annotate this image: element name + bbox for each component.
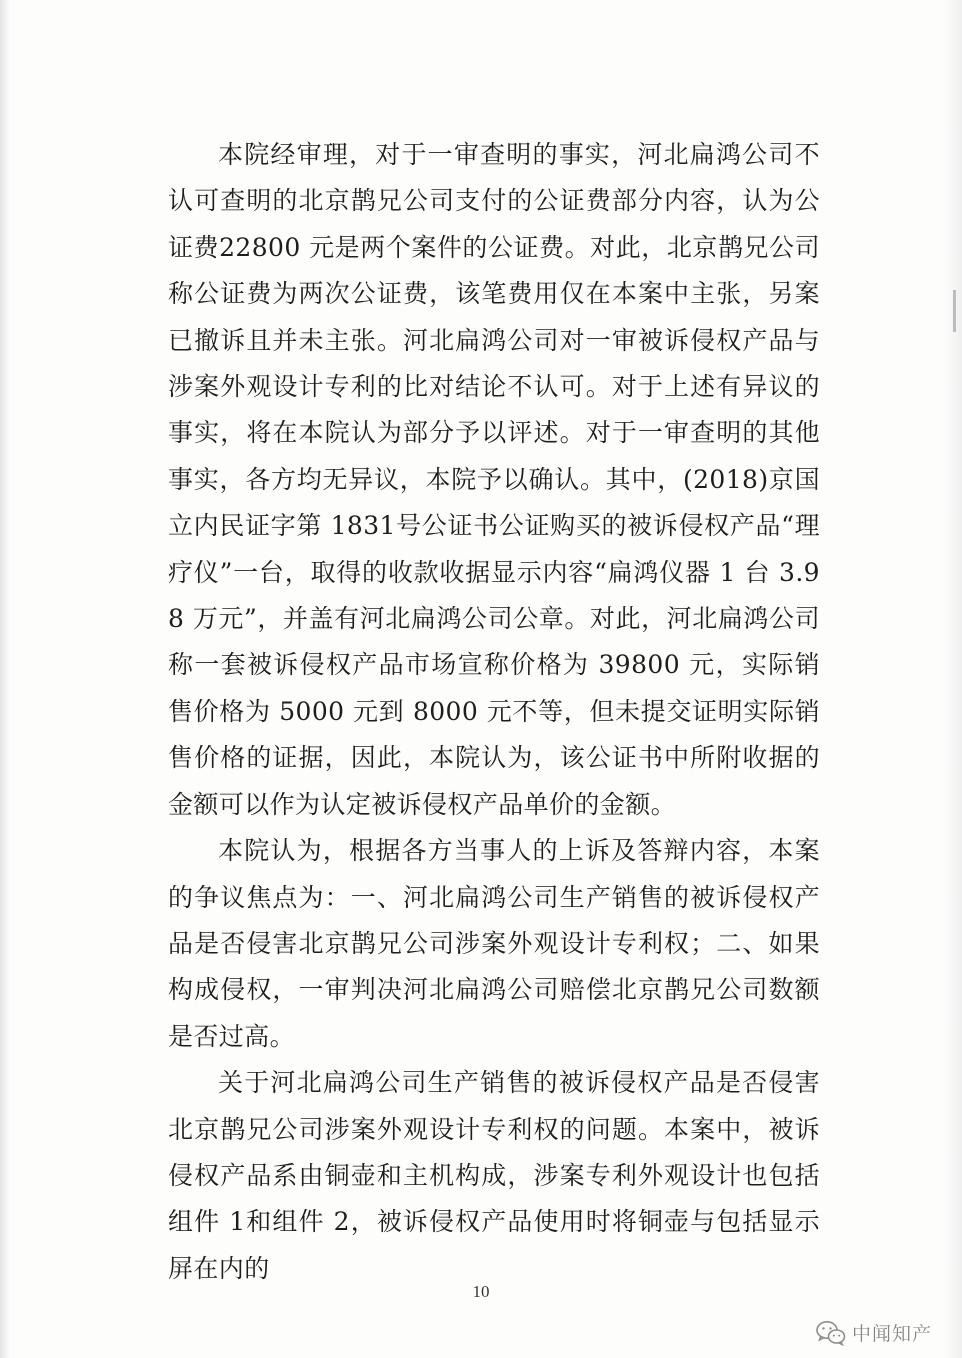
watermark (816, 1319, 932, 1346)
paragraph-dispute-focus: 本院认为，根据各方当事人的上诉及答辩内容，本案的争议焦点为：一、河北扁鸿公司生产销售的被诉侵权产品是否侵害北京鹊兄公司涉案外观设计专利权；二、如果构成侵权，一审判决河北扁鸿公司赔偿北京鹊兄公司数额是否过高。 (168, 836, 820, 1051)
wechat-icon (816, 1320, 846, 1346)
paragraph-infringement-analysis: 关于河北扁鸿公司生产销售的被诉侵权产品是否侵害北京鹊兄公司涉案外观设计专利权的问题。本案中，被诉侵权产品系由铜壶和主机构成，涉案专利外观设计也包括组件 1和组件 2，被诉侵权产品使用时将铜壶与包括显示屏在内的 (168, 1068, 820, 1283)
scan-shadow-right (944, 0, 962, 1358)
scan-mark (953, 290, 956, 332)
page-number: 10 (472, 1282, 490, 1301)
document-body (168, 132, 820, 1292)
watermark-text: 中闻知产 (851, 1323, 932, 1345)
paragraph-facts: 本院经审理，对于一审查明的事实，河北扁鸿公司不认可查明的北京鹊兄公司支付的公证费部分内容，认为公证费22800 元是两个案件的公证费。对此，北京鹊兄公司称公证费为两次公证费，该笔费用仅在本案中主张，另案已撤诉且并未主张。河北扁鸿公司对一审被诉侵权产品与涉案外观设计专利的比对结论不认可。对于上述有异议的事实，将在本院认为部分予以评述。对于一审查明的其他事实，各方均无异议，本院予以确认。其中，(2018)京国立内民证字第 1831号公证书公证购买的被诉侵权产品“理疗仪”一台，取得的收款收据显示内容“扁鸿仪器 1 台 3.98 万元”，并盖有河北扁鸿公司公章。对此，河北扁鸿公司称一套被诉侵权产品市场宣称价格为 39800 元，实际销售价格为 5000 元到 8000 元不等，但未提交证明实际销售价格的证据，因此，本院认为，该公证书中所附收据的金额可以作为认定被诉侵权产品单价的金额。 (168, 140, 820, 819)
scan-shadow-left (0, 0, 10, 1358)
